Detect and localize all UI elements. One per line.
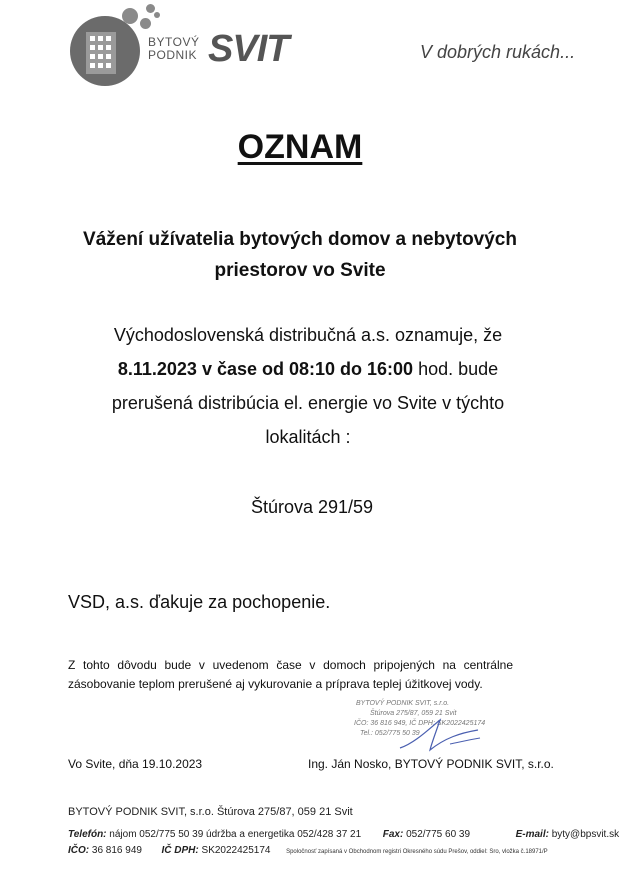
greeting-line2: priestorov vo Svite — [214, 260, 386, 281]
logo-line1: BYTOVÝ — [148, 35, 200, 49]
tel-label: Telefón: — [68, 829, 107, 840]
footer-ids — [68, 845, 548, 856]
stamp-line1: BYTOVÝ PODNIK SVIT, s.r.o. — [356, 700, 450, 707]
company-stamp — [350, 700, 495, 748]
slogan: V dobrých rukách... — [420, 42, 576, 62]
dic-value: SK2022425174 — [201, 845, 271, 856]
body-line2-rest: hod. bude — [413, 359, 499, 379]
logo-line2: PODNIK — [148, 48, 198, 62]
ico-label: IČO: — [68, 845, 90, 856]
tel-value: nájom 052/775 50 39 údržba a energetika 052/428 37 21 — [109, 829, 362, 840]
signer: Ing. Ján Nosko, BYTOVÝ PODNIK SVIT, s.r.o. — [308, 757, 554, 771]
company-logo — [62, 4, 312, 90]
body-line3: prerušená distribúcia el. energie vo Svite v týchto — [111, 393, 505, 413]
logo-bubble — [154, 12, 160, 18]
logo-text — [148, 36, 199, 62]
thanks-text: VSD, a.s. ďakuje za pochopenie. — [68, 592, 331, 612]
greeting — [0, 224, 600, 286]
stamp-line4: Tel.: 052/775 50 39 — [360, 730, 420, 737]
greeting-line1: Vážení užívatelia bytových domov a nebytových — [83, 229, 517, 250]
fax-value: 052/775 60 39 — [406, 829, 471, 840]
body-line4: lokalitách : — [265, 427, 351, 447]
email-value: byty@bpsvit.sk — [551, 829, 620, 840]
stamp-line2: Štúrova 275/87, 059 21 Svit — [370, 710, 457, 717]
logo-bubble — [140, 18, 151, 29]
signature — [390, 708, 490, 754]
dic-label: IČ DPH: — [161, 845, 199, 856]
registry-note: Spoločnosť zapísaná v Obchodnom registri Okresného súdu Prešov, oddiel: Sro, vložka č.18971/P — [286, 849, 548, 855]
email-label: E-mail: — [515, 829, 549, 840]
street-location: Štúrova 291/59 — [250, 497, 374, 517]
announcement-body — [0, 318, 616, 454]
logo-bubble — [122, 8, 138, 24]
logo-bubble — [146, 4, 155, 13]
issue-date: Vo Svite, dňa 19.10.2023 — [68, 757, 203, 771]
footer-contacts — [68, 829, 619, 840]
stamp-line3: IČO: 36 816 949, IČ DPH: SK2022425174 — [354, 720, 486, 727]
page-title: OZNAM — [237, 128, 363, 166]
logo-brand: SVIT — [208, 28, 289, 70]
ico-value: 36 816 949 — [91, 845, 142, 856]
outage-datetime: 8.11.2023 v čase od 08:10 do 16:00 — [117, 359, 414, 379]
body-line1: Východoslovenská distribučná a.s. oznamuje, že — [113, 325, 503, 345]
fax-label: Fax: — [382, 829, 404, 840]
building-icon — [82, 28, 120, 74]
footer-address: BYTOVÝ PODNIK SVIT, s.r.o. Štúrova 275/87, 059 21 Svit — [68, 806, 353, 818]
heating-note: Z tohto dôvodu bude v uvedenom čase v domoch pripojených na centrálne zásobovanie teplom prerušené aj vykurovanie a príprava teplej úžitkovej vody. — [68, 658, 513, 691]
body-line2 — [0, 352, 616, 386]
